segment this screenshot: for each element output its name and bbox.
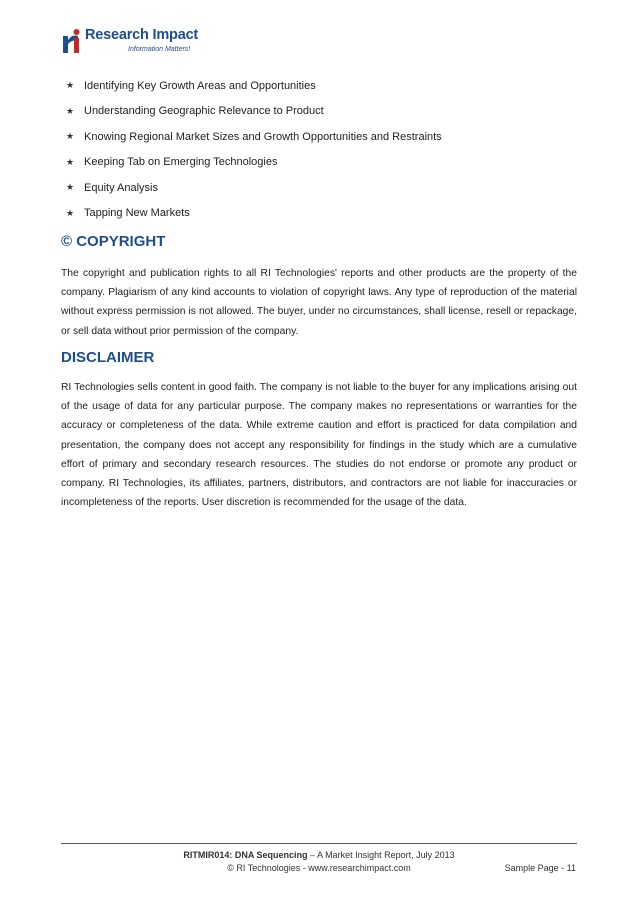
list-item-text: Equity Analysis [84,181,158,194]
company-logo [62,26,222,56]
list-item [64,175,442,201]
benefits-list [64,73,442,226]
list-item-text: Keeping Tab on Emerging Technologies [84,156,278,169]
list-item-text: Tapping New Markets [84,207,190,220]
research-impact-logo-icon [62,26,82,54]
report-description: – A Market Insight Report, July 2013 [307,850,455,860]
logo-title: Research Impact [85,27,199,43]
star-bullet-icon: ★ [66,207,75,218]
list-item [64,73,442,99]
disclaimer-text: RI Technologies sells content in good faith. The company is not liable to the buyer for any implications arising out of the usage of data for any particular purpose. The company makes no representations or warranties for the accuracy or completeness of the data. While extreme caution and effort is practiced for data compilation and presentation, the company does not accept any responsibility for findings in the study which are a cumulative effort of primary and secondary research resources. The studies do not endorse or promote any product or company. RI Technologies, its affiliates, partners, distributors, and contractors are not liable for inaccuracies or incompleteness of the reports. User discretion is recommended for the usage of the data. [61,382,577,509]
list-item [64,99,442,125]
footer-divider [61,843,577,844]
star-bullet-icon: ★ [66,156,75,167]
disclaimer-heading: DISCLAIMER [61,349,155,366]
list-item-text: Knowing Regional Market Sizes and Growth Opportunities and Restraints [84,130,442,143]
copyright-heading: © COPYRIGHT [61,233,166,250]
star-bullet-icon: ★ [66,105,75,116]
list-item-text: Identifying Key Growth Areas and Opportunities [84,79,316,92]
logo-tagline: Information Matters! [128,46,191,53]
star-bullet-icon: ★ [66,80,75,91]
footer-company-line: © RI Technologies - www.researchimpact.com [227,863,411,873]
report-code: RITMIR014: DNA Sequencing [183,850,308,860]
list-item [64,150,442,176]
footer-report-line [0,850,638,860]
list-item [64,124,442,150]
star-bullet-icon: ★ [66,131,75,142]
page-number: Sample Page - 11 [504,863,576,873]
copyright-text: The copyright and publication rights to all RI Technologies' reports and other products are the property of the company. Plagiarism of any kind accounts to violation of copyright laws. Any type of reproduction of the material without express permission is not allowed. The buyer, under no circumstances, shall license, resell or repackage, or sell data without prior permission of the company. [61,268,577,337]
star-bullet-icon: ★ [66,182,75,193]
list-item-text: Understanding Geographic Relevance to Product [84,105,324,118]
list-item [64,201,442,227]
